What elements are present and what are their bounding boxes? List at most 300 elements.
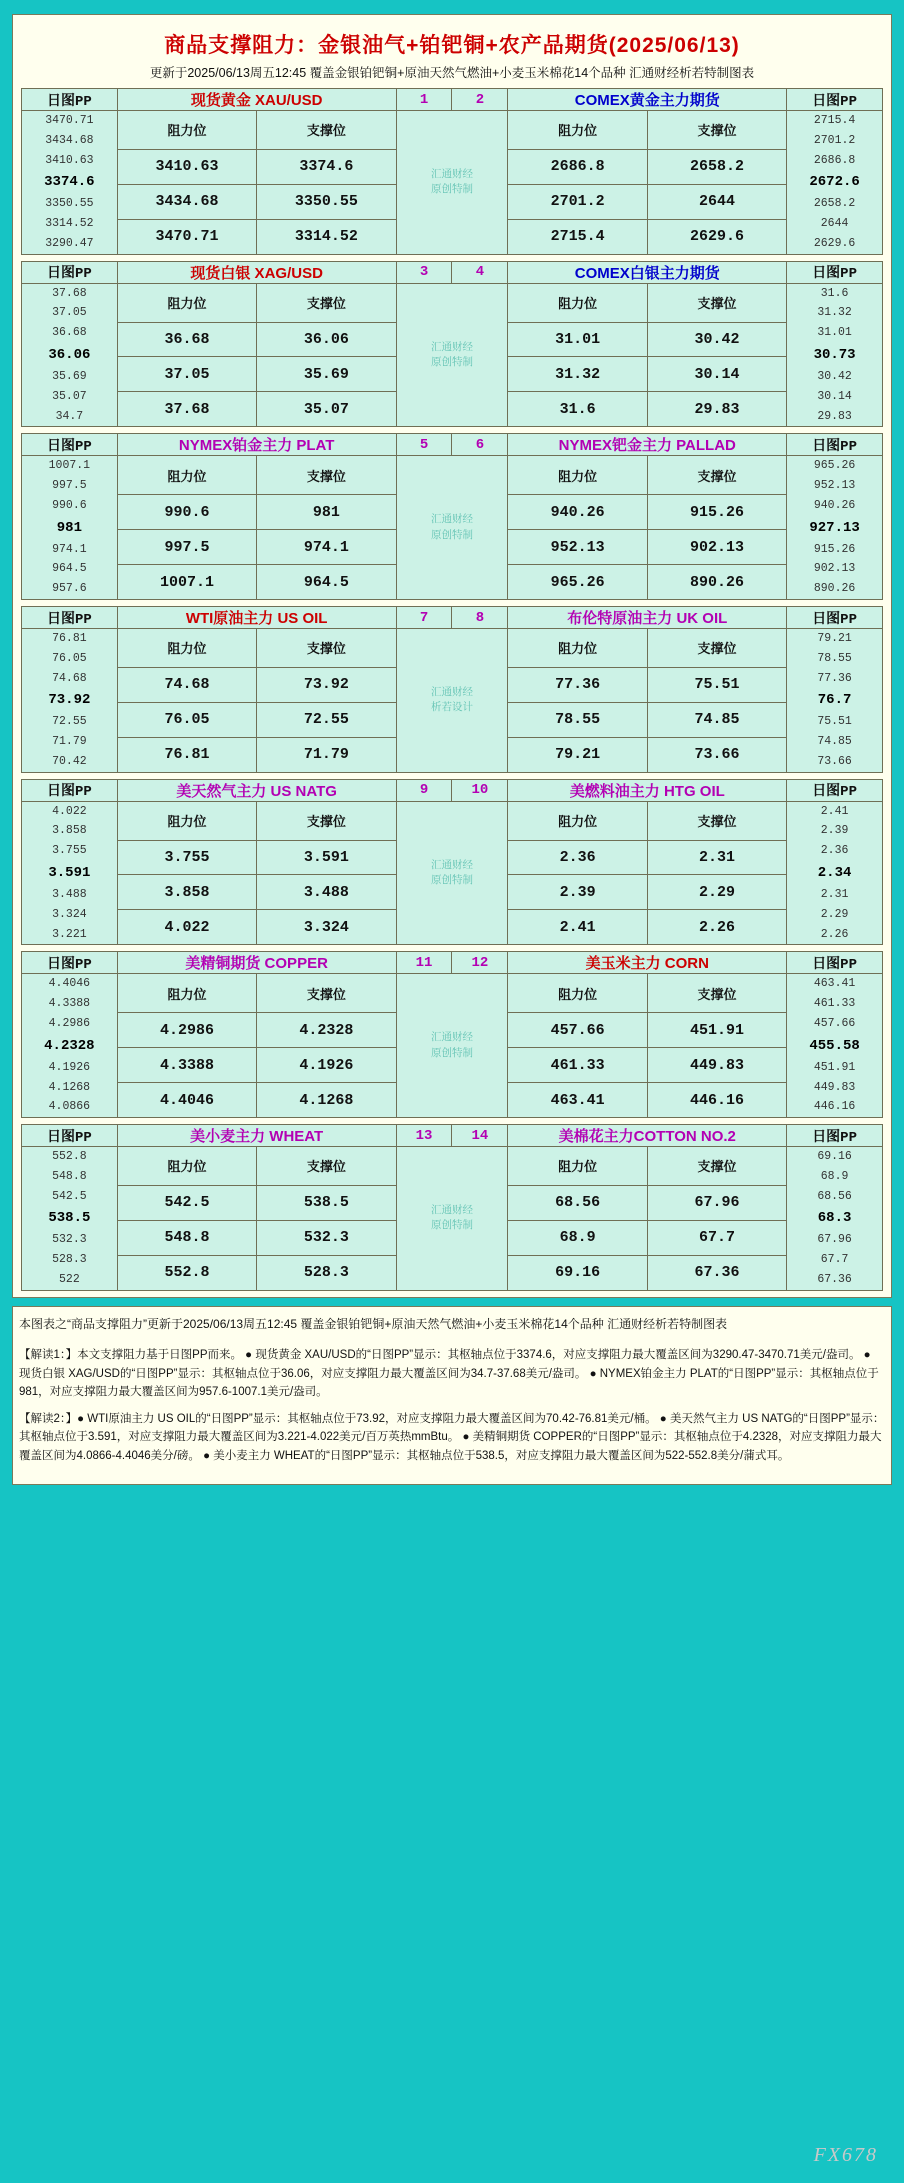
right-level: 76.7 <box>817 692 852 709</box>
block-number-left: 9 <box>396 779 452 801</box>
watermark-center <box>396 456 508 600</box>
instrument-block <box>21 606 883 773</box>
resistance-value-left: 3434.68 <box>117 184 256 219</box>
right-level: 68.56 <box>817 1189 852 1203</box>
support-value-right: 451.91 <box>647 1013 786 1048</box>
left-level: 3.221 <box>52 927 87 941</box>
instrument-block <box>21 433 883 600</box>
left-level: 528.3 <box>52 1253 87 1267</box>
resistance-header-right: 阻力位 <box>508 629 647 668</box>
pp-header-left: 日图PP <box>22 607 118 629</box>
resistance-value-right: 952.13 <box>508 530 647 565</box>
right-level: 30.14 <box>817 389 852 403</box>
right-level: 30.73 <box>813 346 856 363</box>
pp-header-right: 日图PP <box>787 952 883 974</box>
left-level: 1007.1 <box>48 459 91 473</box>
right-level: 67.7 <box>820 1253 849 1267</box>
instrument-name-right: 美棉花主力COTTON NO.2 <box>508 1125 787 1147</box>
left-level: 36.06 <box>48 346 91 363</box>
resistance-value-left: 552.8 <box>117 1255 256 1290</box>
resistance-value-left: 4.3388 <box>117 1048 256 1083</box>
watermark-line-2: 原创特制 <box>430 528 473 541</box>
block-number-left: 3 <box>396 261 452 283</box>
support-value-left: 528.3 <box>257 1255 396 1290</box>
support-value-left: 4.1926 <box>257 1048 396 1083</box>
watermark-line-1: 汇通财经 <box>430 1204 473 1217</box>
right-level: 451.91 <box>813 1060 856 1074</box>
resistance-value-right: 2715.4 <box>508 219 647 254</box>
left-level: 964.5 <box>52 562 87 576</box>
right-level: 2.41 <box>820 804 849 818</box>
right-level: 449.83 <box>813 1080 856 1094</box>
resistance-header-left: 阻力位 <box>117 1147 256 1186</box>
watermark-line-1: 汇通财经 <box>430 858 473 871</box>
block-number-left: 11 <box>396 952 452 974</box>
watermark-center <box>396 801 508 945</box>
right-level: 2629.6 <box>813 236 856 250</box>
support-value-left: 974.1 <box>257 530 396 565</box>
left-level: 3.324 <box>52 907 87 921</box>
left-level: 981 <box>56 519 82 536</box>
pp-header-right: 日图PP <box>787 261 883 283</box>
resistance-value-left: 4.4046 <box>117 1083 256 1118</box>
left-level: 3.755 <box>52 844 87 858</box>
resistance-value-right: 78.55 <box>508 702 647 737</box>
support-header-right: 支撑位 <box>647 974 786 1013</box>
left-level: 957.6 <box>52 582 87 596</box>
right-level: 2.29 <box>820 907 849 921</box>
support-value-right: 30.42 <box>647 322 786 357</box>
watermark-line-2: 原创特制 <box>430 356 473 368</box>
right-level: 79.21 <box>817 632 852 646</box>
support-value-right: 30.14 <box>647 357 786 392</box>
right-level: 31.32 <box>817 306 852 320</box>
levels-column-right <box>787 1147 883 1291</box>
watermark-signature: FX678 <box>813 2144 878 2166</box>
support-header-right: 支撑位 <box>647 111 786 150</box>
resistance-value-left: 36.68 <box>117 322 256 357</box>
right-level: 455.58 <box>809 1037 860 1054</box>
support-value-left: 3350.55 <box>257 184 396 219</box>
blocks-container <box>21 88 883 1291</box>
right-level: 73.66 <box>817 754 852 768</box>
note-2: 【解读2：】● WTI原油主力 US OIL的“日图PP”显示：其枢轴点位于73.92，对应支撑阻力最大覆盖区间为70.42-76.81美元/桶。 ● 美天然气主力 US NATG的“日图PP”显示：其枢轴点位于3.591，对应支撑阻力最大覆盖区间为3.221-4.022美元/百万英热mmBtu。 ● 美精铜期货 COPPER的“日图PP”显示：其枢轴点位于4.2328，对应支撑阻力最大覆盖区间为4.0866-4.4046美分/磅。 ● 美小麦主力 WHEAT的“日图PP”显示：其枢轴点位于538.5，对应支撑阻力最大覆盖区间为522-552.8美分/蒲式耳。 <box>19 1412 885 1463</box>
support-value-left: 3.324 <box>257 910 396 945</box>
left-level: 990.6 <box>52 498 87 512</box>
pp-header-left: 日图PP <box>22 779 118 801</box>
right-level: 902.13 <box>813 562 856 576</box>
resistance-value-right: 77.36 <box>508 667 647 702</box>
support-value-left: 4.1268 <box>257 1083 396 1118</box>
support-value-right: 75.51 <box>647 667 786 702</box>
right-level: 2672.6 <box>809 174 860 191</box>
resistance-value-right: 69.16 <box>508 1255 647 1290</box>
left-level: 4.2986 <box>48 1016 91 1030</box>
levels-column-left <box>22 1147 118 1291</box>
support-value-right: 446.16 <box>647 1083 786 1118</box>
support-value-right: 449.83 <box>647 1048 786 1083</box>
support-header-right: 支撑位 <box>647 801 786 840</box>
right-level: 940.26 <box>813 498 856 512</box>
right-level: 69.16 <box>817 1150 852 1164</box>
watermark-line-1: 汇通财经 <box>430 686 473 699</box>
resistance-value-right: 2701.2 <box>508 184 647 219</box>
right-level: 2715.4 <box>813 114 856 127</box>
resistance-value-right: 940.26 <box>508 495 647 530</box>
block-number-right: 6 <box>452 434 508 456</box>
watermark-center <box>396 629 508 773</box>
resistance-value-right: 457.66 <box>508 1013 647 1048</box>
left-level: 3470.71 <box>45 114 94 127</box>
support-value-left: 3.488 <box>257 875 396 910</box>
watermark-line-2: 原创特制 <box>430 183 473 196</box>
pp-header-right: 日图PP <box>787 779 883 801</box>
footer-notes <box>13 1340 891 1484</box>
resistance-value-left: 37.05 <box>117 357 256 392</box>
resistance-value-right: 461.33 <box>508 1048 647 1083</box>
block-number-right: 4 <box>452 261 508 283</box>
watermark-line-1: 汇通财经 <box>430 1031 473 1044</box>
right-level: 67.96 <box>817 1233 852 1247</box>
left-level: 4.4046 <box>48 977 91 991</box>
resistance-value-right: 31.6 <box>508 392 647 427</box>
levels-column-left <box>22 111 118 255</box>
support-value-right: 2629.6 <box>647 219 786 254</box>
instrument-name-left: 美精铜期货 COPPER <box>117 952 396 974</box>
resistance-value-right: 2.41 <box>508 910 647 945</box>
pp-header-left: 日图PP <box>22 952 118 974</box>
instrument-block <box>21 779 883 946</box>
resistance-value-right: 2686.8 <box>508 149 647 184</box>
left-level: 3350.55 <box>45 197 94 211</box>
right-level: 915.26 <box>813 542 856 556</box>
right-level: 965.26 <box>813 459 856 473</box>
right-level: 2.39 <box>820 824 849 838</box>
support-header-left: 支撑位 <box>257 456 396 495</box>
watermark-line-1: 汇通财经 <box>430 513 473 526</box>
resistance-value-right: 965.26 <box>508 565 647 600</box>
support-header-right: 支撑位 <box>647 1147 786 1186</box>
footer-panel <box>12 1306 892 1485</box>
support-value-left: 72.55 <box>257 702 396 737</box>
block-number-right: 14 <box>452 1125 508 1147</box>
right-level: 67.36 <box>817 1272 852 1286</box>
pp-header-left: 日图PP <box>22 1125 118 1147</box>
support-value-right: 2.29 <box>647 875 786 910</box>
resistance-value-left: 3.755 <box>117 840 256 875</box>
support-header-left: 支撑位 <box>257 283 396 322</box>
left-level: 76.05 <box>52 651 87 665</box>
instrument-block <box>21 88 883 255</box>
watermark-line-1: 汇通财经 <box>430 340 473 353</box>
levels-column-left <box>22 456 118 600</box>
instrument-name-right: 布伦特原油主力 UK OIL <box>508 607 787 629</box>
levels-column-left <box>22 974 118 1118</box>
support-value-right: 74.85 <box>647 702 786 737</box>
left-level: 532.3 <box>52 1233 87 1247</box>
right-level: 2701.2 <box>813 133 856 147</box>
left-level: 997.5 <box>52 479 87 493</box>
resistance-header-left: 阻力位 <box>117 283 256 322</box>
left-level: 548.8 <box>52 1169 87 1183</box>
instrument-name-left: 现货白银 XAG/USD <box>117 261 396 283</box>
resistance-value-right: 31.01 <box>508 322 647 357</box>
resistance-value-left: 76.05 <box>117 702 256 737</box>
resistance-value-right: 68.56 <box>508 1185 647 1220</box>
right-level: 463.41 <box>813 977 856 991</box>
support-header-right: 支撑位 <box>647 283 786 322</box>
block-number-right: 12 <box>452 952 508 974</box>
block-number-right: 2 <box>452 89 508 111</box>
resistance-header-left: 阻力位 <box>117 974 256 1013</box>
left-level: 4.1926 <box>48 1060 91 1074</box>
resistance-value-left: 3410.63 <box>117 149 256 184</box>
support-value-right: 2644 <box>647 184 786 219</box>
left-level: 3.591 <box>48 864 91 881</box>
support-value-left: 981 <box>257 495 396 530</box>
levels-column-left <box>22 801 118 945</box>
support-value-left: 538.5 <box>257 1185 396 1220</box>
right-level: 457.66 <box>813 1016 856 1030</box>
resistance-header-left: 阻力位 <box>117 111 256 150</box>
block-number-right: 10 <box>452 779 508 801</box>
watermark-line-2: 原创特制 <box>430 874 473 887</box>
left-level: 3290.47 <box>45 236 94 250</box>
right-level: 461.33 <box>813 997 856 1011</box>
left-level: 4.2328 <box>44 1037 95 1054</box>
instrument-name-left: WTI原油主力 US OIL <box>117 607 396 629</box>
resistance-value-left: 3.858 <box>117 875 256 910</box>
left-level: 37.68 <box>52 286 87 300</box>
block-number-left: 7 <box>396 607 452 629</box>
support-value-right: 67.36 <box>647 1255 786 1290</box>
support-value-right: 2.26 <box>647 910 786 945</box>
watermark-center <box>396 283 508 427</box>
left-level: 70.42 <box>52 754 87 768</box>
support-header-right: 支撑位 <box>647 629 786 668</box>
right-level: 446.16 <box>813 1100 856 1114</box>
resistance-header-right: 阻力位 <box>508 974 647 1013</box>
report-sheet <box>12 14 892 1298</box>
watermark-center <box>396 974 508 1118</box>
left-level: 4.1268 <box>48 1080 91 1094</box>
left-level: 3374.6 <box>44 174 95 191</box>
footer-line: 本图表之“商品支撑阻力”更新于2025/06/13周五12:45 覆盖金银铂钯铜+原油天然气燃油+小麦玉米棉花14个品种 汇通财经析若特制图表 <box>19 1316 728 1331</box>
block-number-left: 13 <box>396 1125 452 1147</box>
right-level: 30.42 <box>817 370 852 384</box>
page-subtitle: 更新于2025/06/13周五12:45 覆盖金银铂钯铜+原油天然气燃油+小麦玉米棉花14个品种 汇通财经析若特制图表 <box>149 66 755 80</box>
left-level: 74.68 <box>52 671 87 685</box>
right-level: 2.31 <box>820 888 849 902</box>
support-value-right: 2658.2 <box>647 149 786 184</box>
left-level: 4.3388 <box>48 997 91 1011</box>
left-level: 73.92 <box>48 692 91 709</box>
left-level: 3314.52 <box>45 217 94 231</box>
pp-header-right: 日图PP <box>787 434 883 456</box>
support-value-left: 35.69 <box>257 357 396 392</box>
levels-column-right <box>787 629 883 773</box>
support-header-left: 支撑位 <box>257 111 396 150</box>
support-value-left: 71.79 <box>257 737 396 772</box>
watermark-line-1: 汇通财经 <box>430 168 473 181</box>
support-value-right: 902.13 <box>647 530 786 565</box>
left-level: 34.7 <box>55 409 84 423</box>
levels-column-right <box>787 974 883 1118</box>
instrument-name-left: NYMEX铂金主力 PLAT <box>117 434 396 456</box>
support-value-left: 3374.6 <box>257 149 396 184</box>
resistance-value-left: 37.68 <box>117 392 256 427</box>
support-value-left: 35.07 <box>257 392 396 427</box>
pp-header-right: 日图PP <box>787 1125 883 1147</box>
block-number-right: 8 <box>452 607 508 629</box>
instrument-block <box>21 1124 883 1291</box>
left-level: 3.488 <box>52 888 87 902</box>
left-level: 542.5 <box>52 1189 87 1203</box>
support-header-left: 支撑位 <box>257 801 396 840</box>
resistance-value-left: 1007.1 <box>117 565 256 600</box>
instrument-block <box>21 261 883 428</box>
watermark-center <box>396 111 508 255</box>
right-level: 31.6 <box>820 286 849 300</box>
left-level: 4.0866 <box>48 1100 91 1114</box>
support-value-right: 67.96 <box>647 1185 786 1220</box>
right-level: 2644 <box>820 217 849 231</box>
support-header-right: 支撑位 <box>647 456 786 495</box>
resistance-header-left: 阻力位 <box>117 456 256 495</box>
resistance-value-left: 997.5 <box>117 530 256 565</box>
instrument-block <box>21 951 883 1118</box>
support-value-left: 3314.52 <box>257 219 396 254</box>
block-number-left: 5 <box>396 434 452 456</box>
right-level: 31.01 <box>817 326 852 340</box>
instrument-name-right: 美燃料油主力 HTG OIL <box>508 779 787 801</box>
left-level: 522 <box>59 1272 80 1286</box>
resistance-value-right: 463.41 <box>508 1083 647 1118</box>
support-value-right: 73.66 <box>647 737 786 772</box>
levels-column-right <box>787 111 883 255</box>
instrument-name-right: COMEX白银主力期货 <box>508 261 787 283</box>
resistance-value-right: 2.36 <box>508 840 647 875</box>
note-1: 【解读1：】本文支撑阻力基于日图PP而来。 ● 现货黄金 XAU/USD的“日图PP”显示：其枢轴点位于3374.6，对应支撑阻力最大覆盖区间为3290.47-3470.71美元/盎司。 ● 现货白银 XAG/USD的“日图PP”显示：其枢轴点位于36.06，对应支撑阻力最大覆盖区间为34.7-37.68美元/盎司。 ● NYMEX铂金主力 PLAT的“日图PP”显示：其枢轴点位于981，对应支撑阻力最大覆盖区间为957.6-1007.1美元/盎司。 <box>19 1348 879 1399</box>
resistance-value-left: 548.8 <box>117 1220 256 1255</box>
resistance-header-right: 阻力位 <box>508 111 647 150</box>
resistance-value-right: 31.32 <box>508 357 647 392</box>
left-level: 4.022 <box>52 804 87 818</box>
right-level: 2658.2 <box>813 197 856 211</box>
support-value-right: 29.83 <box>647 392 786 427</box>
resistance-value-left: 3470.71 <box>117 219 256 254</box>
left-level: 552.8 <box>52 1150 87 1164</box>
pp-header-left: 日图PP <box>22 261 118 283</box>
resistance-value-right: 79.21 <box>508 737 647 772</box>
resistance-value-left: 4.022 <box>117 910 256 945</box>
levels-column-right <box>787 456 883 600</box>
left-level: 72.55 <box>52 715 87 729</box>
pp-header-left: 日图PP <box>22 434 118 456</box>
watermark-center <box>396 1147 508 1291</box>
support-value-left: 532.3 <box>257 1220 396 1255</box>
resistance-header-right: 阻力位 <box>508 801 647 840</box>
left-level: 76.81 <box>52 632 87 646</box>
left-level: 3434.68 <box>45 133 94 147</box>
right-level: 74.85 <box>817 735 852 749</box>
resistance-header-right: 阻力位 <box>508 283 647 322</box>
right-level: 77.36 <box>817 671 852 685</box>
right-level: 78.55 <box>817 651 852 665</box>
resistance-value-right: 2.39 <box>508 875 647 910</box>
resistance-header-left: 阻力位 <box>117 801 256 840</box>
pp-header-left: 日图PP <box>22 89 118 111</box>
pp-header-right: 日图PP <box>787 607 883 629</box>
right-level: 927.13 <box>809 519 860 536</box>
levels-column-left <box>22 629 118 773</box>
resistance-header-right: 阻力位 <box>508 456 647 495</box>
watermark-line-2: 原创特制 <box>430 1219 473 1232</box>
resistance-header-right: 阻力位 <box>508 1147 647 1186</box>
instrument-name-right: NYMEX钯金主力 PALLAD <box>508 434 787 456</box>
instrument-name-right: 美玉米主力 CORN <box>508 952 787 974</box>
right-level: 2.26 <box>820 927 849 941</box>
support-value-left: 3.591 <box>257 840 396 875</box>
resistance-value-left: 990.6 <box>117 495 256 530</box>
left-level: 3.858 <box>52 824 87 838</box>
right-level: 68.3 <box>817 1210 852 1227</box>
right-level: 2.36 <box>820 844 849 858</box>
resistance-value-left: 74.68 <box>117 667 256 702</box>
left-level: 36.68 <box>52 326 87 340</box>
instrument-name-left: 美天然气主力 US NATG <box>117 779 396 801</box>
instrument-name-left: 美小麦主力 WHEAT <box>117 1125 396 1147</box>
left-level: 37.05 <box>52 306 87 320</box>
right-level: 29.83 <box>817 409 852 423</box>
right-level: 68.9 <box>820 1169 849 1183</box>
support-value-right: 890.26 <box>647 565 786 600</box>
support-value-left: 4.2328 <box>257 1013 396 1048</box>
left-level: 538.5 <box>48 1210 91 1227</box>
support-value-left: 36.06 <box>257 322 396 357</box>
instrument-name-left: 现货黄金 XAU/USD <box>117 89 396 111</box>
support-value-right: 67.7 <box>647 1220 786 1255</box>
support-value-left: 964.5 <box>257 565 396 600</box>
page-title: 商品支撑阻力：金银油气+铂钯铜+农产品期货(2025/06/13) <box>164 34 740 57</box>
resistance-header-left: 阻力位 <box>117 629 256 668</box>
levels-column-left <box>22 283 118 427</box>
right-level: 2.34 <box>817 864 852 881</box>
watermark-line-2: 原创特制 <box>430 1046 473 1059</box>
left-level: 35.07 <box>52 389 87 403</box>
left-level: 974.1 <box>52 542 87 556</box>
left-level: 35.69 <box>52 370 87 384</box>
resistance-value-left: 542.5 <box>117 1185 256 1220</box>
right-level: 890.26 <box>813 582 856 596</box>
support-header-left: 支撑位 <box>257 974 396 1013</box>
resistance-value-left: 4.2986 <box>117 1013 256 1048</box>
pp-header-right: 日图PP <box>787 89 883 111</box>
support-header-left: 支撑位 <box>257 629 396 668</box>
levels-column-right <box>787 283 883 427</box>
left-level: 3410.63 <box>45 153 94 167</box>
right-level: 2686.8 <box>813 153 856 167</box>
support-value-left: 73.92 <box>257 667 396 702</box>
support-header-left: 支撑位 <box>257 1147 396 1186</box>
right-level: 75.51 <box>817 715 852 729</box>
support-value-right: 915.26 <box>647 495 786 530</box>
support-value-right: 2.31 <box>647 840 786 875</box>
watermark-line-2: 析若设计 <box>430 701 473 714</box>
right-level: 952.13 <box>813 479 856 493</box>
levels-column-right <box>787 801 883 945</box>
left-level: 71.79 <box>52 735 87 749</box>
